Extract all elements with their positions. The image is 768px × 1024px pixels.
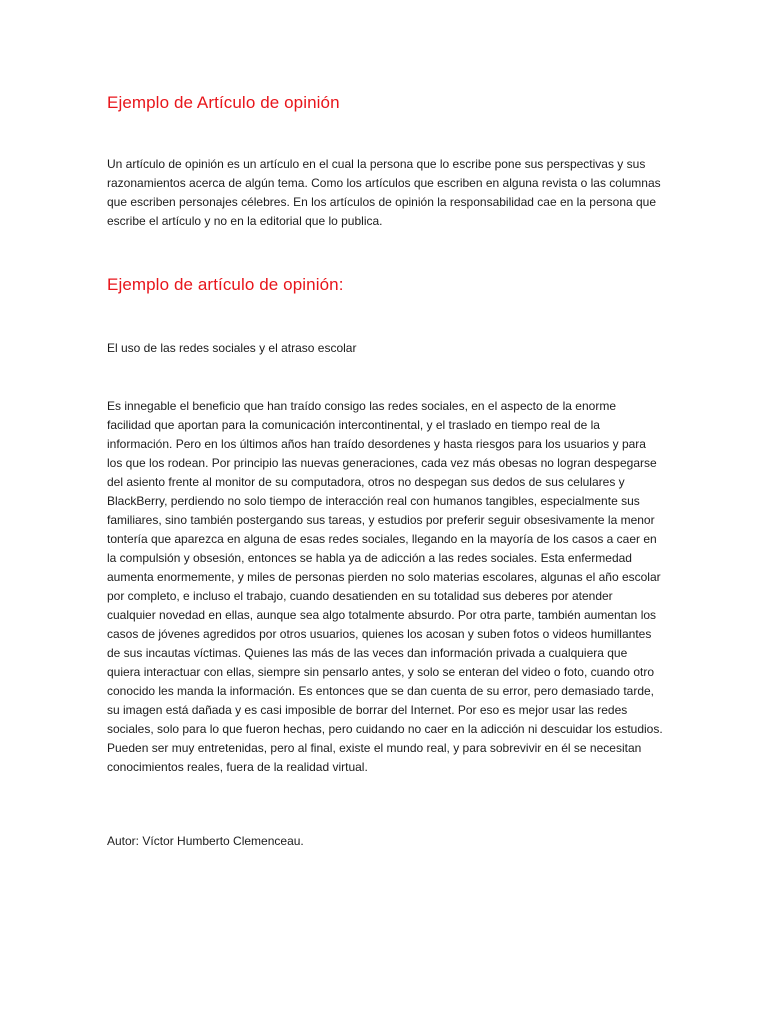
example-heading: Ejemplo de artículo de opinión: (107, 275, 344, 294)
article-body: Es innegable el beneficio que han traído consigo las redes sociales, en el aspecto de la enorme facilidad que aportan para la comunicación intercontinental, y el traslado en tiempo real de la información. Pero en los últimos años han traído desordenes y hasta riesgos para los usuarios y para los que los rodean. Por principio las nuevas generaciones, cada vez más obesas no logran despegarse del asiento frente al monitor de su computadora, otros no despegan sus dedos de sus celulares y BlackBerry, perdiendo no solo tiempo de interacción real con humanos tangibles, especialmente sus familiares, sino también postergando sus tareas, y estudios por preferir seguir obsesivamente la menor tontería que aparezca en alguna de esas redes sociales, llegando en la mayoría de los casos a caer en la compulsión y obsesión, entonces se habla ya de adicción a las redes sociales. Esta enfermedad aumenta enormemente, y miles de personas pierden no solo materias escolares, algunas el año escolar por completo, e incluso el trabajo, cuando desatienden en su totalidad sus deberes por atender cualquier novedad en ellas, aunque sea algo totalmente absurdo. Por otra parte, también aumentan los casos de jóvenes agredidos por otros usuarios, quienes los acosan y suben fotos o videos humillantes de sus incautas víctimas. Quienes las más de las veces dan información privada a cualquiera que quiera interactuar con ellas, siempre sin pensarlo antes, y solo se enteran del video o foto, cuando otro conocido les manda la información. Es entonces que se dan cuenta de su error, pero demasiado tarde, su imagen está dañada y es casi imposible de borrar del Internet. Por eso es mejor usar las redes sociales, solo para lo que fueron hechas, pero cuidando no caer en la adicción ni descuidar los estudios. Pueden ser muy entretenidas, pero al final, existe el mundo real, y para sobrevivir en él se necesitan conocimientos reales, fuera de la realidad virtual. (107, 399, 663, 774)
intro-paragraph: Un artículo de opinión es un artículo en el cual la persona que lo escribe pone sus perspectivas y sus razonamientos acerca de algún tema. Como los artículos que escriben en alguna revista o las columnas que escriben personajes célebres. En los artículos de opinión la responsabilidad cae en la persona que escribe el artículo y no en la editorial que lo publica. (107, 157, 661, 228)
article-title: El uso de las redes sociales y el atraso escolar (107, 341, 357, 355)
main-heading: Ejemplo de Artículo de opinión (107, 93, 340, 112)
author-line: Autor: Víctor Humberto Clemenceau. (107, 834, 304, 848)
